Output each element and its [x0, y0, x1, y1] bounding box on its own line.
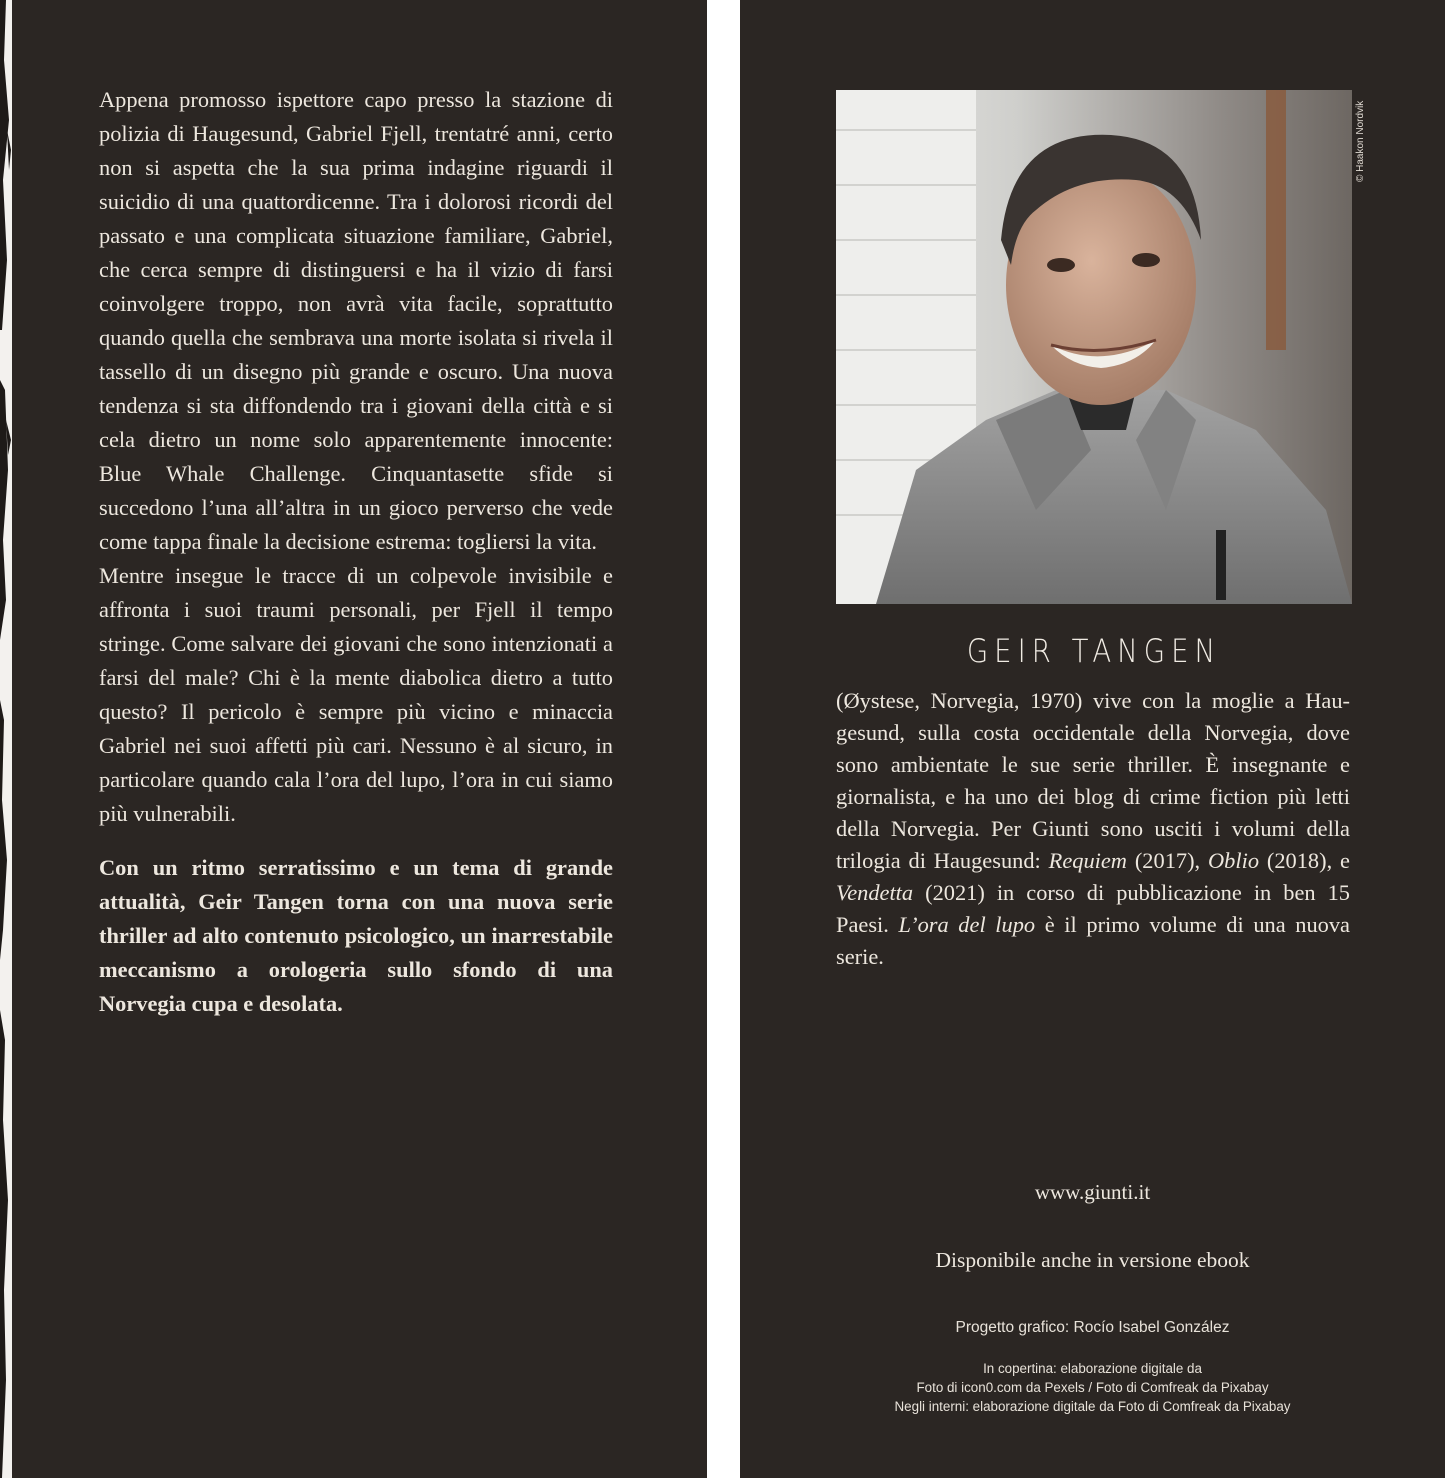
- ebook-note: Disponibile anche in versione ebook: [935, 1248, 1250, 1272]
- book-title-ora-del-lupo: L’ora del lupo: [898, 912, 1036, 937]
- bio-text: (Øystese, Norvegia, 1970) vive con la moglie a Haugesund, sulla costa occidentale della Norvegia, dove sono ambientate le sue serie thriller. È insegnante e giornalista, e ha uno dei blog di crime fiction più letti della Norvegia. Per Giunti sono usciti i volumi della trilogia di Haugesund:: [836, 688, 1350, 873]
- book-title-oblio: Oblio: [1208, 848, 1260, 873]
- synopsis: [99, 83, 613, 1021]
- design-credit: Progetto grafico: Rocío Isabel González: [955, 1319, 1230, 1336]
- cover-credit-line: Negli interni: elaborazione digitale da Foto di Comfreak da Pixabay: [894, 1399, 1291, 1414]
- author-bio: [836, 685, 1350, 973]
- synopsis-paragraph-1: Appena promosso ispettore capo presso la stazione di polizia di Haugesund, Gabriel Fjell, trentatré anni, certo non si aspetta che la sua prima indagine riguardi il suicidio di una quattordicenne. Tra i dolorosi ricordi del passato e una complicata situazione familiare, Gabriel, che cerca sempre di distinguersi e ha il vizio di farsi coinvolgere troppo, non avrà vita facile, soprattutto quando quella che sembrava una morte isolata si rivela il tassello di un disegno più grande e oscuro. Una nuova tendenza si sta diffondendo tra i giovani della città e si cela dietro un nome solo apparentemente innocente: Blue Whale Challenge. Cinquantasette sfide si succedono l’una all’altra in un gioco perverso che vede come tappa finale la decisione estrema: togliersi la vita.: [99, 87, 613, 554]
- synopsis-tagline: Con un ritmo serratissimo e un tema di grande attualità, Geir Tangen torna con una nuova serie thriller ad alto contenuto psicologico, un inarrestabile meccanismo a orologeria sullo sfondo di una Norvegia cupa e desolata.: [99, 855, 613, 1016]
- bio-text: (2017),: [1126, 848, 1209, 873]
- back-cover-panel: [12, 0, 707, 1478]
- synopsis-paragraph-2: Mentre insegue le tracce di un colpevole invisibile e affronta i suoi traumi personali, per Fjell il tempo stringe. Come salvare dei giovani che sono intenzionati a farsi del male? Chi è la mente diabolica dietro a tutto questo? Il pericolo è sempre più vicino e minaccia Gabriel nei suoi affetti più cari. Nessuno è al sicuro, in particolare quando cala l’ora del lupo, l’ora in cui siamo più vulnerabili.: [99, 563, 613, 826]
- author-flap-panel: [740, 0, 1445, 1478]
- cover-credits: [740, 1359, 1445, 1416]
- author-photo: [836, 90, 1352, 604]
- cover-edge-strip: [0, 0, 12, 1478]
- bio-text: (2021) in corso di pubblicazione in ben 15 Paesi.: [836, 880, 1350, 937]
- photo-credit-text: © Haakon Nordvik: [1355, 100, 1366, 182]
- cover-credit-line: Foto di icon0.com da Pexels / Foto di Comfreak da Pixabay: [916, 1380, 1269, 1395]
- author-name: GEIR TANGEN: [966, 632, 1222, 670]
- photo-credit: [1350, 90, 1372, 220]
- cover-credit-line: In copertina: elaborazione digitale da: [983, 1361, 1202, 1376]
- bio-text: (2018), e: [1259, 848, 1350, 873]
- bio-text: è il primo volume di una nuova serie.: [836, 912, 1350, 969]
- publisher-website[interactable]: www.giunti.it: [1034, 1180, 1151, 1204]
- book-title-requiem: Requiem: [1048, 848, 1127, 873]
- book-title-vendetta: Vendetta: [836, 880, 914, 905]
